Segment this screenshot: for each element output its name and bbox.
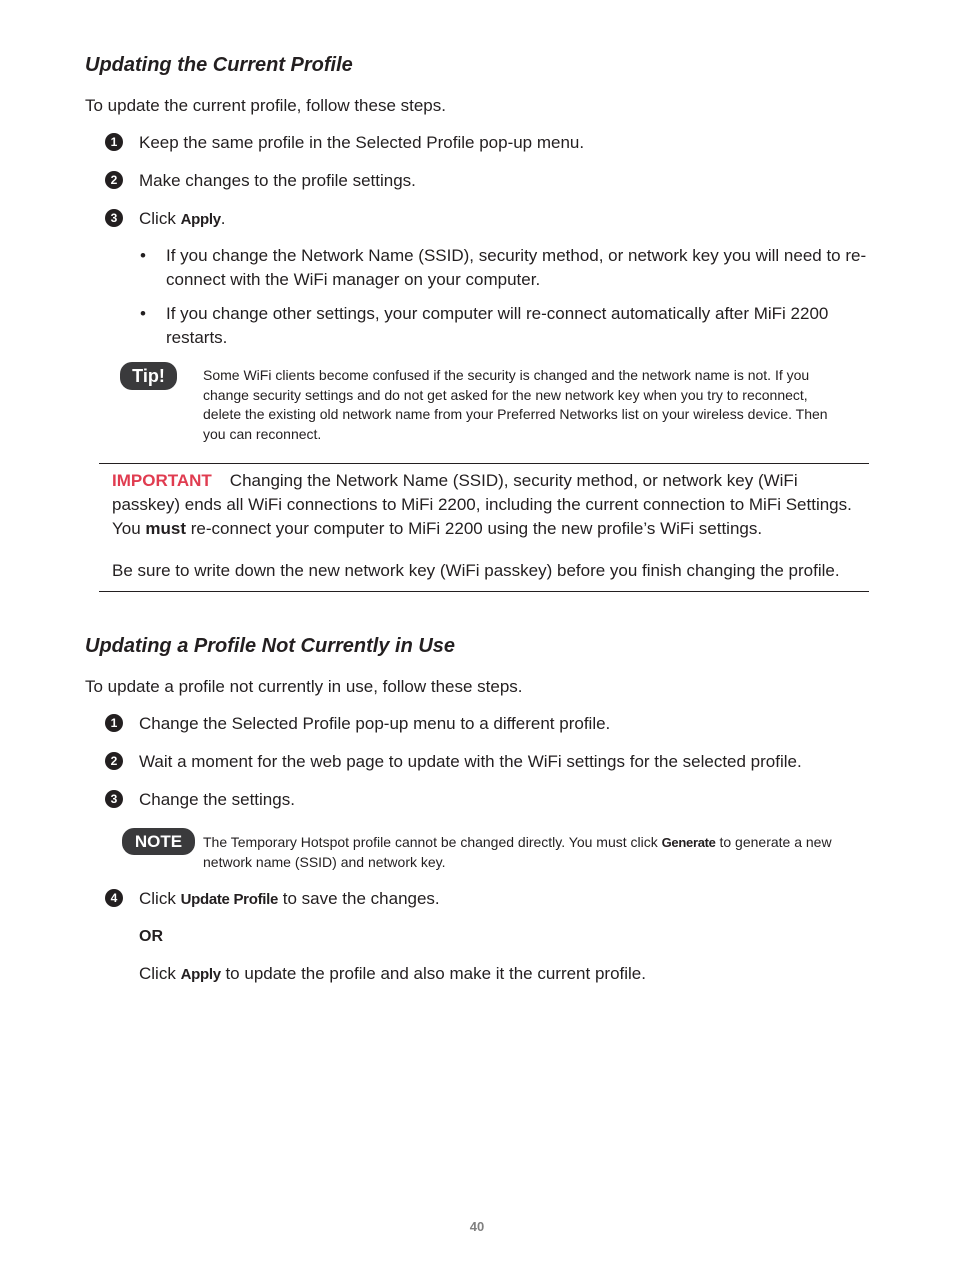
note-badge: NOTE [122,828,195,855]
step-text-alternative [139,962,646,987]
step-text: Keep the same profile in the Selected Profile pop-up menu. [139,133,585,152]
step-number-3: 3 [105,790,123,808]
section-heading-current-profile: Updating the Current Profile [85,54,353,76]
step-number-4: 4 [105,889,123,907]
note-text [203,833,843,872]
section-heading-profile-not-in-use: Updating a Profile Not Currently in Use [85,635,456,657]
step-prefix: Click [139,889,181,908]
step-text: Change the Selected Profile pop-up menu to a different profile. [139,714,611,733]
ui-term-generate: Generate [661,835,716,850]
important-body: Changing the Network Name (SSID), security method, or network key (WiFi passkey) ends all WiFi connections to MiFi 2200, including the current connection to MiFi Settings. You [112,471,852,538]
step-number-1: 1 [105,714,123,732]
note-body: The Temporary Hotspot profile cannot be changed directly. You must click [203,834,662,850]
ui-term-update-profile: Update Profile [180,891,279,908]
step-suffix: to save the changes. [278,889,440,908]
ui-term-apply: Apply [180,966,221,983]
step-text [139,887,440,912]
section-intro: To update the current profile, follow these steps. [85,96,446,115]
section-intro: To update a profile not currently in use, follow these steps. [85,677,523,696]
step-text [139,207,225,232]
step-text: Wait a moment for the web page to update with the WiFi settings for the selected profile. [139,752,802,771]
step-number-2: 2 [105,752,123,770]
step-text: Make changes to the profile settings. [139,171,416,190]
page-number: 40 [469,1219,485,1234]
step-number-2: 2 [105,171,123,189]
step-number-1: 1 [105,133,123,151]
divider [99,591,869,592]
bullet-text: If you change other settings, your computer will re-connect automatically after MiFi 2200 restarts. [166,304,829,347]
step-text: Change the settings. [139,790,295,809]
step-prefix: Click [139,964,181,983]
note-body-end: to generate a new network name (SSID) and network key. [203,834,832,870]
divider [99,463,869,464]
step-suffix: to update the profile and also make it the current profile. [220,964,646,983]
important-emphasis: must [145,519,187,538]
important-note: Be sure to write down the new network key (WiFi passkey) before you finish changing the profile. [112,561,840,580]
step-prefix: Click [139,209,181,228]
tip-text: Some WiFi clients become confused if the security is changed and the network name is not. If you change security settings and do not get asked for the new network key when you try to reconnect, delete the existing old network name from your Preferred Networks list on your wireless device. Then you can reconnect. [203,367,828,442]
bullet-text: If you change the Network Name (SSID), security method, or network key you will need to re-connect with the WiFi manager on your computer. [166,246,867,289]
bullet-icon: • [140,246,146,265]
step-number-3: 3 [105,209,123,227]
bullet-icon: • [140,304,146,323]
important-body-end: re-connect your computer to MiFi 2200 using the new profile’s WiFi settings. [186,519,763,538]
step-suffix: . [220,209,226,228]
ui-term-apply: Apply [180,211,221,228]
tip-badge: Tip! [120,362,177,390]
important-text [112,469,862,541]
or-label: OR [139,928,163,945]
important-label: IMPORTANT [112,471,212,490]
